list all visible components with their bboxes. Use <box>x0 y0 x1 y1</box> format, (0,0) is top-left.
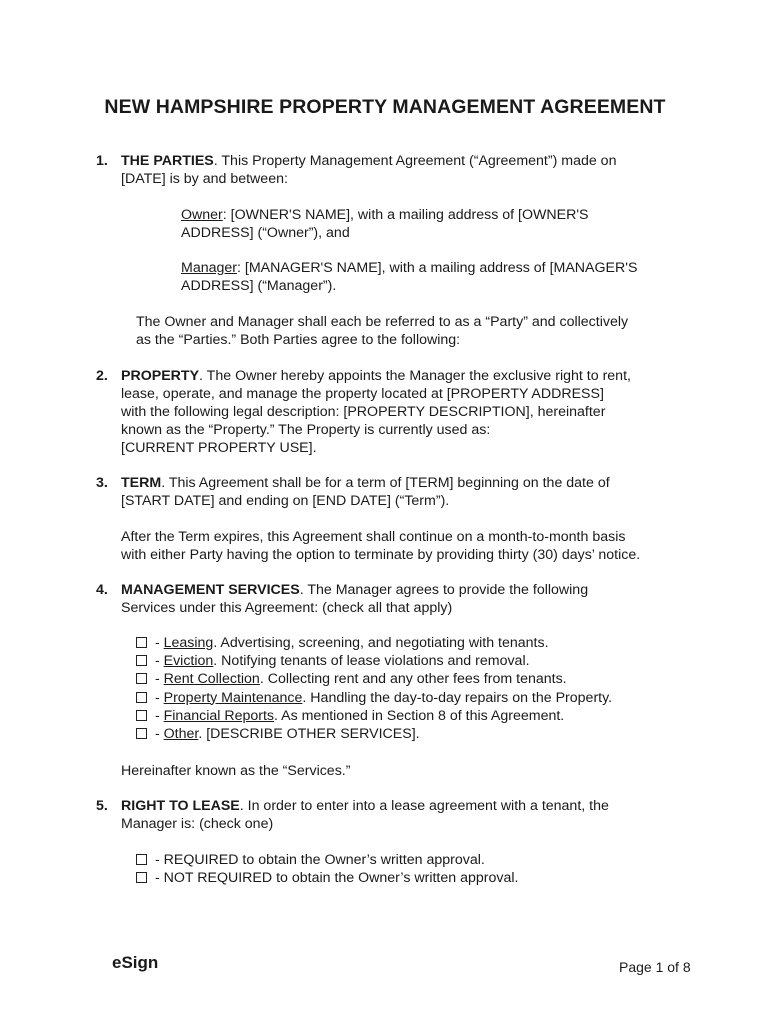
section-parties <box>96 152 686 188</box>
section-heading: THE PARTIES <box>121 153 214 169</box>
service-description: . Handling the day-to-day repairs on the Property. <box>302 689 613 706</box>
dash: - <box>151 653 164 670</box>
section-heading: TERM <box>121 475 162 491</box>
dash: - <box>151 689 164 706</box>
parties-paragraph <box>136 313 696 349</box>
manager-block <box>181 259 681 295</box>
dash: - <box>151 707 164 724</box>
section-text <box>121 797 686 833</box>
section-number: 1. <box>96 153 108 169</box>
section-heading: PROPERTY <box>121 368 200 384</box>
checkbox[interactable] <box>136 655 147 666</box>
section-number: 3. <box>96 475 108 491</box>
section-number: 5. <box>96 798 108 814</box>
section-line: Manager is: (check one) <box>121 816 274 832</box>
dash: - <box>151 671 164 688</box>
service-label: Rent Collection <box>163 671 260 688</box>
manager-line: : [MANAGER'S NAME], with a mailing address of [MANAGER'S <box>237 260 638 276</box>
owner-block <box>181 206 681 242</box>
service-item-leasing <box>136 634 696 652</box>
dash: - <box>151 725 164 742</box>
service-label: Financial Reports <box>163 707 275 724</box>
checkbox[interactable] <box>136 692 147 703</box>
section-line: [DATE] is by and between: <box>121 171 288 187</box>
section-heading: RIGHT TO LEASE <box>121 798 240 814</box>
section-line: . The Manager agrees to provide the following <box>299 582 589 598</box>
owner-label: Owner <box>181 207 223 223</box>
term-renewal-paragraph <box>121 528 701 564</box>
paragraph-line: with either Party having the option to terminate by providing thirty (30) days’ notice. <box>121 547 641 563</box>
service-description: . As mentioned in Section 8 of this Agreement. <box>274 707 565 724</box>
section-line: . In order to enter into a lease agreement with a tenant, the <box>239 798 609 814</box>
services-definition: Hereinafter known as the “Services.” <box>121 763 351 779</box>
owner-line: : [OWNER'S NAME], with a mailing address of [OWNER'S <box>222 207 589 223</box>
section-text <box>121 152 686 188</box>
section-term <box>96 474 686 510</box>
section-heading: MANAGEMENT SERVICES <box>121 582 300 598</box>
section-text <box>121 367 686 457</box>
paragraph-line: as the “Parties.” Both Parties agree to the following: <box>136 332 461 348</box>
service-item-eviction <box>136 652 696 670</box>
service-item-other <box>136 725 696 743</box>
document-title: NEW HAMPSHIRE PROPERTY MANAGEMENT AGREEMENT <box>104 96 666 118</box>
checkbox[interactable] <box>136 637 147 648</box>
service-label: Other <box>163 725 199 742</box>
manager-label: Manager <box>181 260 237 276</box>
service-description: . Collecting rent and any other fees from tenants. <box>259 671 567 688</box>
paragraph-line: The Owner and Manager shall each be referred to as a “Party” and collectively <box>136 314 629 330</box>
section-property <box>96 367 686 457</box>
service-description: . Notifying tenants of lease violations and removal. <box>213 653 530 670</box>
section-number: 4. <box>96 582 108 598</box>
option-not-required <box>136 869 696 887</box>
lease-approval-options <box>136 851 696 887</box>
page-number: Page 1 of 8 <box>619 959 691 975</box>
checkbox[interactable] <box>136 728 147 739</box>
section-line: [CURRENT PROPERTY USE]. <box>121 440 317 456</box>
section-text <box>121 581 686 617</box>
section-management-services <box>96 581 686 617</box>
esign-logo: eSign <box>112 953 159 972</box>
dash: - <box>151 635 164 651</box>
option-text: - NOT REQUIRED to obtain the Owner’s written approval. <box>151 870 519 887</box>
checkbox[interactable] <box>136 673 147 684</box>
checkbox[interactable] <box>136 710 147 721</box>
service-label: Leasing <box>163 635 214 651</box>
section-line: Services under this Agreement: (check all that apply) <box>121 600 453 616</box>
service-description: . [DESCRIBE OTHER SERVICES]. <box>198 725 420 742</box>
services-checklist <box>136 634 696 743</box>
service-label: Property Maintenance <box>163 689 303 706</box>
service-item-rent-collection <box>136 670 696 688</box>
option-required <box>136 851 696 869</box>
checkbox[interactable] <box>136 872 147 883</box>
section-number: 2. <box>96 368 108 384</box>
section-text <box>121 474 686 510</box>
owner-line: ADDRESS] (“Owner”), and <box>181 225 350 241</box>
service-description: . Advertising, screening, and negotiating with tenants. <box>213 635 549 651</box>
manager-line: ADDRESS] (“Manager”). <box>181 278 337 294</box>
section-line: . This Agreement shall be for a term of [TERM] beginning on the date of <box>161 475 610 491</box>
section-line: [START DATE] and ending on [END DATE] (“Term”). <box>121 493 450 509</box>
paragraph-line: After the Term expires, this Agreement shall continue on a month-to-month basis <box>121 529 626 545</box>
service-item-property-maintenance <box>136 689 696 707</box>
section-line: with the following legal description: [PROPERTY DESCRIPTION], hereinafter <box>121 404 606 420</box>
section-line: . The Owner hereby appoints the Manager the exclusive right to rent, <box>199 368 631 384</box>
section-line: . This Property Management Agreement (“Agreement”) made on <box>213 153 617 169</box>
service-label: Eviction <box>163 653 214 670</box>
service-item-financial-reports <box>136 707 696 725</box>
section-line: known as the “Property.” The Property is currently used as: <box>121 422 491 438</box>
checkbox[interactable] <box>136 854 147 865</box>
section-line: lease, operate, and manage the property located at [PROPERTY ADDRESS] <box>121 386 604 402</box>
section-right-to-lease <box>96 797 686 833</box>
option-text: - REQUIRED to obtain the Owner’s written approval. <box>151 852 485 868</box>
